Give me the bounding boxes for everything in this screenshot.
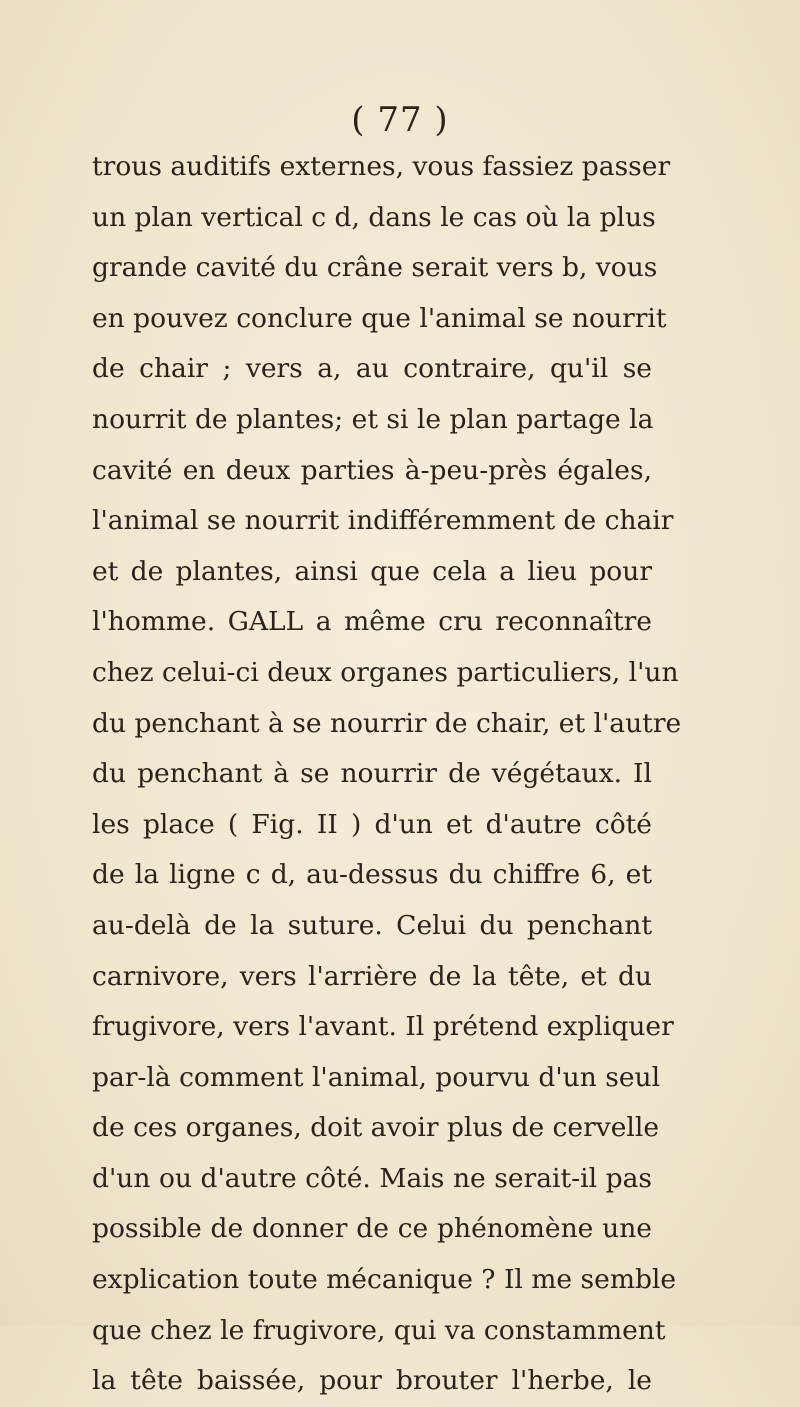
text-line: du penchant à se nourrir de chair, et l'autre [92, 707, 682, 739]
text-line: la tête baissée, pour brouter l'herbe, le [92, 1365, 652, 1397]
text-line: de la ligne c d, au-dessus du chiffre 6, et [92, 859, 652, 891]
text-line: frugivore, vers l'avant. Il prétend expliquer [92, 1011, 674, 1043]
text-line: d'un ou d'autre côté. Mais ne serait-il pas [92, 1162, 652, 1194]
text-line: que chez le frugivore, qui va constamment [92, 1314, 666, 1346]
text-line: et de plantes, ainsi que cela a lieu pour [92, 555, 652, 587]
text-line: de ces organes, doit avoir plus de cervelle [92, 1112, 660, 1144]
body-text [92, 142, 682, 1407]
text-line: carnivore, vers l'arrière de la tête, et du [92, 960, 652, 992]
text-line: possible de donner de ce phénomène une [92, 1213, 652, 1245]
text-line: l'homme. GALL a même cru reconnaître [92, 606, 652, 638]
text-line: en pouvez conclure que l'animal se nourrit [92, 302, 667, 334]
text-line: trous auditifs externes, vous fassiez passer [92, 151, 671, 182]
text-line: au-delà de la suture. Celui du penchant [92, 909, 652, 941]
text-line: les place ( Fig. II ) d'un et d'autre côté [92, 808, 652, 840]
text-line: de chair ; vers a, au contraire, qu'il se [92, 353, 652, 385]
page-number: ( 77 ) [351, 100, 449, 140]
text-line: l'animal se nourrit indifféremment de chair [92, 505, 674, 537]
text-line: par-là comment l'animal, pourvu d'un seul [92, 1061, 661, 1093]
text-line: cavité en deux parties à-peu-près égales, [92, 454, 652, 486]
text-line: chez celui-ci deux organes particuliers, l'un [92, 656, 679, 688]
text-line: nourrit de plantes; et si le plan partage la [92, 403, 654, 435]
text-line: grande cavité du crâne serait vers b, vous [92, 252, 658, 284]
text-line: un plan vertical c d, dans le cas où la plus [92, 201, 656, 233]
text-line: du penchant à se nourrir de végétaux. Il [92, 758, 652, 790]
text-line: explication toute mécanique ? Il me semble [92, 1264, 677, 1296]
